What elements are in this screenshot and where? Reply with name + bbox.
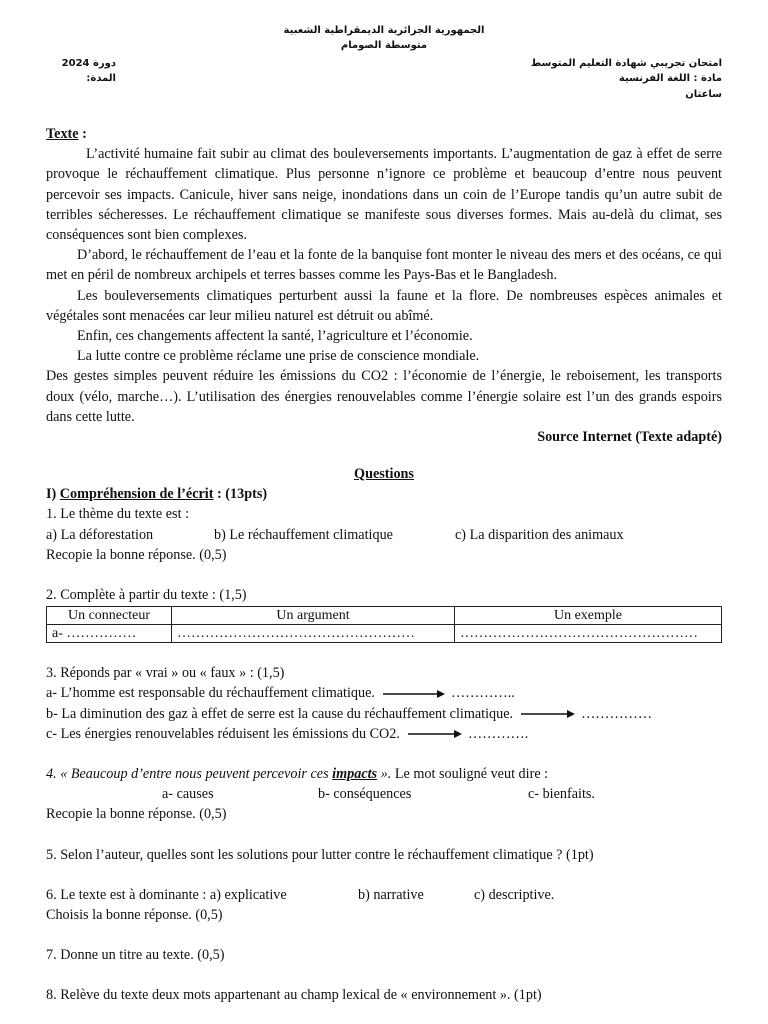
q3-arrow-c-icon xyxy=(406,729,462,739)
header-duration-value: ساعتان xyxy=(685,89,722,100)
q4-quote-before: 4. « Beaucoup d’entre nous peuvent percevoir ces xyxy=(46,766,333,783)
q4-stem-tail: Le mot souligné veut dire : xyxy=(391,766,549,783)
q4-quote-after: ». xyxy=(377,766,392,783)
q6-instruction: Choisis la bonne réponse. (0,5) xyxy=(46,907,223,924)
q8-question: 8. Relève du texte deux mots appartenant au champ lexical de « environnement ». (1pt) xyxy=(46,987,542,1004)
q1-instruction: Recopie la bonne réponse. (0,5) xyxy=(46,546,227,563)
q3-statement-a: a- L’homme est responsable du réchauffement climatique. xyxy=(46,685,375,702)
q2-cell-connecteur: a- …………… xyxy=(47,625,172,643)
text-paragraph-2: D’abord, le réchauffement de l’eau et la fonte de la banquise font monter le niveau des mers et des océans, ce qui met en péril de nombreux archipels et terres basses comme les Pays-Bas et le Bangladesh. xyxy=(46,247,722,284)
q5-question: 5. Selon l’auteur, quelles sont les solutions pour lutter contre le réchauffement climatique ? (1pt) xyxy=(46,846,594,863)
q3-blank-c: …………. xyxy=(467,725,529,742)
q1-option-b: b) Le réchauffement climatique xyxy=(214,526,393,543)
q3-stem: 3. Réponds par « vrai » ou « faux » : (1,5) xyxy=(46,665,285,682)
text-section xyxy=(46,124,722,447)
section-1-prefix: I) xyxy=(46,486,60,503)
text-paragraph-1: L’activité humaine fait subir au climat des bouleversements importants. L’augmentation de gaz à effet de serre provoque le réchauffement climatique. Plus personne n’ignore ce problème et beaucoup d’entre nous peuvent percevoir ses impacts. Canicule, hiver sans neige, inondations dans un coin de l’Europe tandis qu’un autre subit de terribles sécheresses. Le réchauffement climatique se manifeste sous diverses formes. Mais au-delà du climat, ses conséquences sont bien complexes. xyxy=(46,146,722,244)
q4-options xyxy=(46,784,722,804)
text-source: Source Internet (Texte adapté) xyxy=(537,429,722,446)
q3-item-b xyxy=(46,704,722,724)
q6-option-c: c) descriptive. xyxy=(474,886,555,903)
q3-statement-c: c- Les énergies renouvelables réduisent les émissions du CO2. xyxy=(46,725,400,742)
q1-stem: 1. Le thème du texte est : xyxy=(46,506,190,523)
header-exam-title: امتحان تجريبي شهادة التعليم المتوسط xyxy=(530,58,722,69)
q3-statement-b: b- La diminution des gaz à effet de serre est la cause du réchauffement climatique. xyxy=(46,705,514,722)
q1-option-a: a) La déforestation xyxy=(46,526,154,543)
q3-item-c xyxy=(46,724,722,744)
q2-header-argument: Un argument xyxy=(172,607,455,625)
questions-section xyxy=(46,464,722,1006)
q4-stem xyxy=(46,764,722,784)
section-1-heading xyxy=(46,484,722,504)
q4-option-b: b- conséquences xyxy=(318,786,412,803)
q1-option-c: c) La disparition des animaux xyxy=(455,526,624,543)
text-paragraph-3: Les bouleversements climatiques perturbent aussi la faune et la flore. De nombreuses espèces animales et végétales sont menacées car leur milieu naturel est détruit ou abîmé. xyxy=(46,287,722,324)
q2-cell-argument: …………………………………………… xyxy=(172,625,455,643)
questions-title: Questions xyxy=(354,466,414,482)
q2-table-answer-row xyxy=(47,625,722,643)
q3-item-a xyxy=(46,683,722,703)
q3-arrow-b-icon xyxy=(519,709,575,719)
text-heading xyxy=(46,124,722,144)
q4-instruction: Recopie la bonne réponse. (0,5) xyxy=(46,806,227,823)
header-republic: الجمهورية الجزائرية الديمقراطية الشعبية xyxy=(283,25,485,36)
text-paragraph-4: Enfin, ces changements affectent la santé, l’agriculture et l’économie. xyxy=(77,328,473,345)
q6-option-b: b) narrative xyxy=(358,886,424,903)
section-1-title: Compréhension de l’écrit xyxy=(59,486,214,503)
q6-stem: 6. Le texte est à dominante : a) explicative xyxy=(46,886,287,903)
header-session: دورة 2024 xyxy=(61,58,116,69)
q3-blank-b: …………… xyxy=(581,705,653,722)
q2-header-connecteur: Un connecteur xyxy=(47,607,172,625)
q4-option-c: c- bienfaits. xyxy=(528,786,595,803)
q2-cell-exemple: …………………………………………… xyxy=(455,625,722,643)
text-paragraph-5: La lutte contre ce problème réclame une prise de conscience mondiale. xyxy=(77,348,480,365)
header-duration-label: المدة: xyxy=(86,73,116,84)
q4-underlined-word: impacts xyxy=(332,766,378,783)
q2-header-exemple: Un exemple xyxy=(455,607,722,625)
q6-options xyxy=(46,885,722,905)
q2-stem: 2. Complète à partir du texte : (1,5) xyxy=(46,587,247,604)
q3-arrow-a-icon xyxy=(381,689,445,699)
text-heading-label: Texte xyxy=(46,126,79,142)
text-heading-colon: : xyxy=(78,126,87,142)
header-school: متوسطة الصومام xyxy=(340,40,428,51)
q7-question: 7. Donne un titre au texte. (0,5) xyxy=(46,947,225,964)
section-1-points: : (13pts) xyxy=(213,486,268,503)
q2-table xyxy=(46,606,722,643)
q3-blank-a: ………….. xyxy=(450,685,515,702)
q1-options xyxy=(46,525,722,545)
q2-table-header-row xyxy=(47,607,722,625)
q4-option-a: a- causes xyxy=(162,786,214,803)
header-subject: مادة : اللغة الفرنسية xyxy=(618,73,722,84)
text-paragraph-6: Des gestes simples peuvent réduire les émissions du CO2 : l’économie de l’énergie, le reboisement, les transports doux (vélo, marche…). L’utilisation des énergies renouvelables comme l’énergie solaire est l’un des grands espoirs dans cette lutte. xyxy=(46,368,722,425)
